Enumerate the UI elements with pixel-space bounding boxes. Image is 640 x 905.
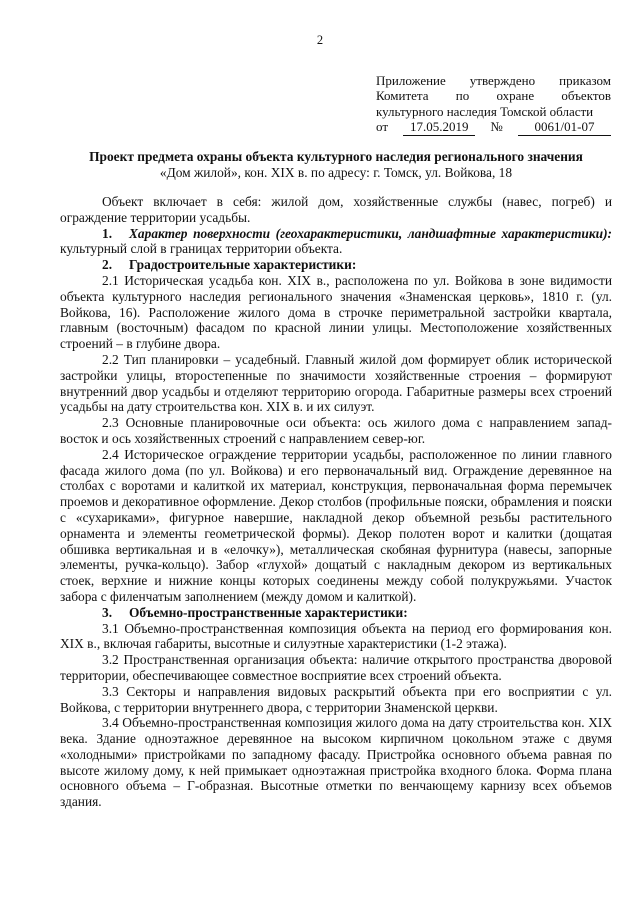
section-1-title: Характер поверхности (геохарактеристики, ландшафтные характеристики): xyxy=(129,225,612,241)
title-line-2: «Дом жилой», кон. XIX в. по адресу: г. Томск, ул. Войкова, 18 xyxy=(159,165,513,180)
approval-line-3: культурного наследия Томской области xyxy=(376,103,594,119)
paragraph-2-1: 2.1 Историческая усадьба кон. XIX в., расположена по ул. Войкова в зоне видимости объекта культурного наследия регионального значения «Знаменская церковь», 1810 г. (ул. Войкова, 16). Расположение жилого дома в строчке периметральной застройки квартала, главным (восточным) фасадом по красной линии улицы. Местоположение хозяйственных строений – в глубине двора. xyxy=(60,272,612,352)
section-1 xyxy=(60,226,612,258)
section-3-number: 3. xyxy=(102,604,113,620)
page-number: 2 xyxy=(316,33,324,47)
approval-line-2: Комитета по охране объектов xyxy=(376,88,611,104)
paragraph-2-3: 2.3 Основные планировочные оси объекта: ось жилого дома с направлением запад-восток и ось хозяйственных строений с направлением север-юг. xyxy=(60,415,612,446)
date-prefix: от xyxy=(376,119,389,135)
section-2-number: 2. xyxy=(102,257,113,273)
approval-line-1: Приложение утверждено приказом xyxy=(376,73,611,88)
title-line-1: Проект предмета охраны объекта культурного наследия регионального значения xyxy=(89,149,583,164)
section-3-title: Объемно-пространственные характеристики: xyxy=(129,604,408,620)
document-title xyxy=(60,149,612,181)
paragraph-3-2: 3.2 Пространственная организация объекта: наличие открытого пространства дворовой территории, обеспечивающее совместное восприятие всех строений объекта. xyxy=(60,652,612,683)
section-2-heading xyxy=(60,257,612,273)
section-3-heading xyxy=(60,605,612,621)
paragraph-3-4: 3.4 Объемно-пространственная композиция жилого дома на дату строительства кон. XIX века. Здание одноэтажное деревянное на высоком кирпичном цокольном этаже с двумя «холодными» пристройками по западному фасаду. Пристройка основного объема равная по высоте жилому дому, к ней примыкает одноэтажная пристройка входного блока. Форма плана основного объема – Г-образная. Высотные отметки по венчающему карнизу всех объемов здания. xyxy=(60,715,612,810)
approval-date: 17.05.2019 xyxy=(403,119,475,135)
approval-date-line xyxy=(376,119,611,135)
paragraph-3-1: 3.1 Объемно-пространственная композиция объекта на период его формирования кон. XIX в., включая габариты, высотные и силуэтные характеристики (1-2 этажа). xyxy=(60,620,612,652)
document-body xyxy=(60,194,612,810)
paragraph-2-4: 2.4 Историческое ограждение территории усадьбы, расположенное по линии главного фасада жилого дома (по ул. Войкова) и его первоначальный вид. Ограждение деревянное на столбах с воротами и калиткой их материал, конструкция, первоначальная форма перемычек проемов и декоративное оформление. Декор столбов (профильные пояски, обрамления и пояски с «сухариками», фигурное навершие, накладной декор объемной резьбы растительного орнамента и элементы геометрической формы). Декор полотен ворот и калитки (дощатая обшивка вертикальная и в «елочку»), металлическая скобяная фурнитура (навесы, запорные элементы, ручка-кольцо). Забор «глухой» дощатый с накладным декором из вертикальных стоек, верхние и нижние концы которых соединены между собой полукружьями. Участок забора с филенчатым заполнением (между домом и калиткой). xyxy=(60,446,612,604)
approval-number: 0061/01-07 xyxy=(518,119,611,135)
paragraph-2-2: 2.2 Тип планировки – усадебный. Главный жилой дом формирует облик исторической застройки улицы, второстепенные по значимости хозяйственные строения – формируют внутренний двор усадьбы и отделяют территорию огорода. Габаритные размеры всех строений усадьбы на дату строительства кон. XIX в. и их силуэт. xyxy=(60,351,612,415)
section-1-number: 1. xyxy=(102,225,113,241)
intro-paragraph: Объект включает в себя: жилой дом, хозяйственные службы (навес, погреб) и ограждение территории усадьбы. xyxy=(60,194,612,225)
section-2-title: Градостроительные характеристики: xyxy=(129,257,357,273)
approval-stamp xyxy=(376,73,611,136)
paragraph-3-3: 3.3 Секторы и направления видовых раскрытий объекта при его восприятии с ул. Войкова, с территории внутреннего двора, с территории Знаменской церкви. xyxy=(60,683,612,715)
section-1-text: культурный слой в границах территории объекта. xyxy=(60,241,343,257)
number-sign: № xyxy=(490,119,503,135)
